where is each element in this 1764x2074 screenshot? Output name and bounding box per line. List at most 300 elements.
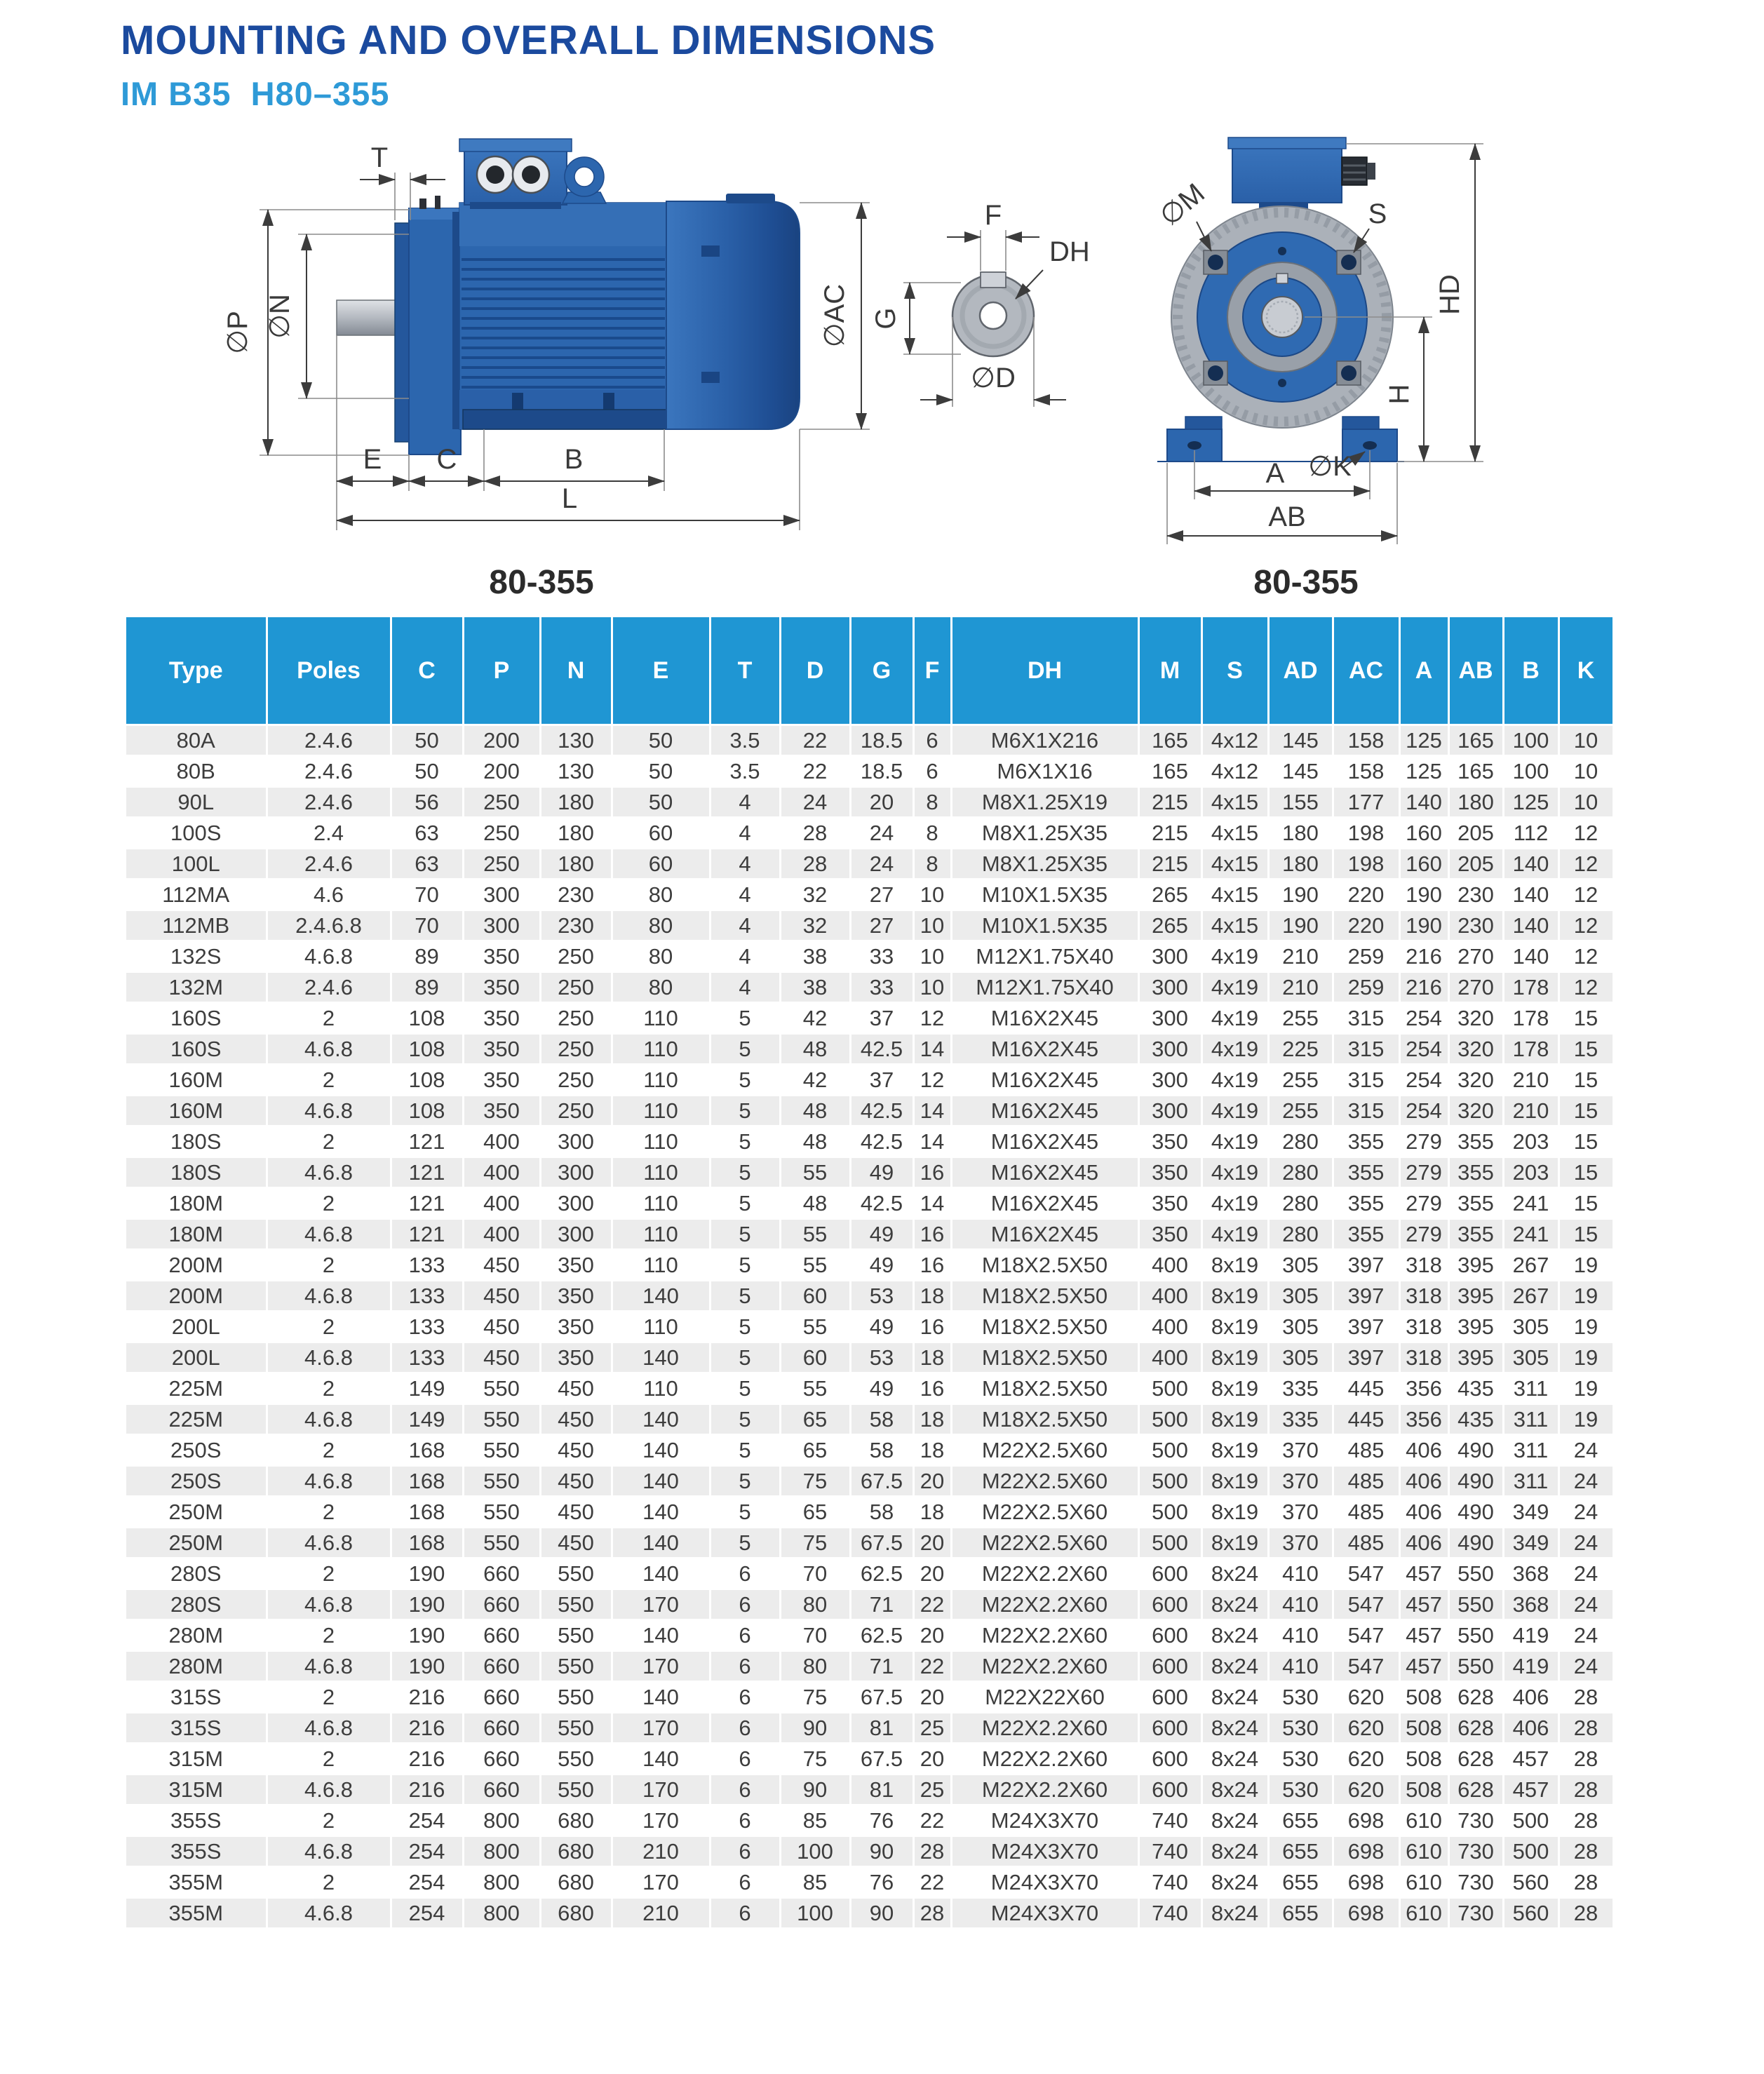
- cell-m: 400: [1138, 1342, 1201, 1373]
- cell-e: 110: [612, 1157, 710, 1188]
- cell-s: 4x15: [1201, 880, 1268, 910]
- cell-poles: 4.6.8: [267, 1157, 391, 1188]
- cell-n: 230: [540, 910, 612, 941]
- cell-ab: 730: [1448, 1805, 1503, 1836]
- cell-type: 160S: [126, 1003, 267, 1034]
- cell-ab: 730: [1448, 1867, 1503, 1898]
- cell-ad: 280: [1268, 1219, 1333, 1250]
- cell-type: 280S: [126, 1558, 267, 1589]
- cell-b: 368: [1503, 1558, 1558, 1589]
- cell-s: 8x19: [1201, 1312, 1268, 1342]
- cell-poles: 4.6.8: [267, 941, 391, 972]
- cell-b: 100: [1503, 725, 1558, 756]
- cell-m: 500: [1138, 1497, 1201, 1528]
- cell-c: 216: [391, 1775, 463, 1805]
- cell-d: 38: [780, 941, 850, 972]
- cell-n: 350: [540, 1281, 612, 1312]
- cell-ab: 270: [1448, 972, 1503, 1003]
- shaft-end: [1262, 297, 1302, 337]
- cell-p: 660: [463, 1744, 540, 1775]
- cell-dh: M18X2.5X50: [951, 1250, 1138, 1281]
- cell-dh: M12X1.75X40: [951, 941, 1138, 972]
- cell-a: 279: [1399, 1188, 1448, 1219]
- cell-d: 55: [780, 1250, 850, 1281]
- cell-n: 550: [540, 1651, 612, 1682]
- cell-g: 67.5: [850, 1744, 913, 1775]
- cell-b: 311: [1503, 1435, 1558, 1466]
- cell-ab: 628: [1448, 1744, 1503, 1775]
- cell-p: 400: [463, 1126, 540, 1157]
- cell-g: 67.5: [850, 1682, 913, 1713]
- cell-ac: 620: [1333, 1682, 1399, 1713]
- cell-ac: 547: [1333, 1589, 1399, 1620]
- cell-poles: 4.6.8: [267, 1096, 391, 1126]
- cell-b: 406: [1503, 1713, 1558, 1744]
- cell-type: 180S: [126, 1157, 267, 1188]
- cell-k: 10: [1558, 787, 1613, 818]
- cell-p: 660: [463, 1651, 540, 1682]
- cell-poles: 4.6.8: [267, 1281, 391, 1312]
- cell-k: 19: [1558, 1404, 1613, 1435]
- cell-c: 121: [391, 1219, 463, 1250]
- cell-g: 24: [850, 849, 913, 880]
- cell-d: 48: [780, 1096, 850, 1126]
- cell-e: 170: [612, 1805, 710, 1836]
- cell-f: 18: [913, 1435, 951, 1466]
- table-row: [126, 1805, 1613, 1836]
- cell-n: 250: [540, 1065, 612, 1096]
- table-row: [126, 1497, 1613, 1528]
- cell-d: 80: [780, 1589, 850, 1620]
- cell-d: 28: [780, 849, 850, 880]
- cell-e: 140: [612, 1404, 710, 1435]
- cell-s: 4x19: [1201, 972, 1268, 1003]
- cell-p: 350: [463, 1096, 540, 1126]
- cell-f: 28: [913, 1836, 951, 1867]
- cell-k: 28: [1558, 1744, 1613, 1775]
- cell-poles: 2: [267, 1805, 391, 1836]
- cell-t: 5: [710, 1435, 780, 1466]
- cell-type: 280S: [126, 1589, 267, 1620]
- cell-f: 16: [913, 1219, 951, 1250]
- cell-a: 508: [1399, 1744, 1448, 1775]
- cell-g: 49: [850, 1373, 913, 1404]
- cell-ab: 490: [1448, 1528, 1503, 1558]
- cell-c: 254: [391, 1898, 463, 1929]
- cell-d: 48: [780, 1034, 850, 1065]
- cell-type: 180M: [126, 1219, 267, 1250]
- cell-poles: 4.6.8: [267, 1219, 391, 1250]
- cell-ad: 180: [1268, 818, 1333, 849]
- cell-k: 24: [1558, 1528, 1613, 1558]
- cell-k: 24: [1558, 1558, 1613, 1589]
- column-header-f: F: [913, 617, 951, 725]
- cell-dh: M6X1X216: [951, 725, 1138, 756]
- cell-k: 24: [1558, 1620, 1613, 1651]
- cell-n: 300: [540, 1188, 612, 1219]
- cell-a: 457: [1399, 1558, 1448, 1589]
- cell-m: 740: [1138, 1836, 1201, 1867]
- cell-p: 660: [463, 1558, 540, 1589]
- cell-g: 49: [850, 1250, 913, 1281]
- cell-dh: M16X2X45: [951, 1034, 1138, 1065]
- cell-d: 90: [780, 1713, 850, 1744]
- cell-c: 108: [391, 1065, 463, 1096]
- table-row: [126, 1651, 1613, 1682]
- dim-label-H: H: [1384, 384, 1415, 405]
- cell-g: 76: [850, 1867, 913, 1898]
- cell-e: 110: [612, 1188, 710, 1219]
- cell-d: 32: [780, 910, 850, 941]
- cell-ac: 355: [1333, 1126, 1399, 1157]
- cell-d: 42: [780, 1003, 850, 1034]
- cell-e: 80: [612, 972, 710, 1003]
- cell-dh: M22X2.2X60: [951, 1775, 1138, 1805]
- cell-b: 267: [1503, 1281, 1558, 1312]
- column-header-ab: AB: [1448, 617, 1503, 725]
- cell-g: 58: [850, 1404, 913, 1435]
- cell-type: 315S: [126, 1682, 267, 1713]
- cell-b: 457: [1503, 1744, 1558, 1775]
- cell-s: 4x19: [1201, 1157, 1268, 1188]
- cell-ad: 255: [1268, 1065, 1333, 1096]
- cell-a: 406: [1399, 1528, 1448, 1558]
- cell-s: 8x19: [1201, 1281, 1268, 1312]
- cell-dh: M22X2.2X60: [951, 1651, 1138, 1682]
- cell-k: 15: [1558, 1065, 1613, 1096]
- cell-f: 18: [913, 1342, 951, 1373]
- cell-d: 55: [780, 1219, 850, 1250]
- side-view-drawing: [222, 139, 870, 530]
- table-row: [126, 1466, 1613, 1497]
- column-header-d: D: [780, 617, 850, 725]
- table-row: [126, 756, 1613, 787]
- cell-ac: 315: [1333, 1065, 1399, 1096]
- cell-e: 140: [612, 1744, 710, 1775]
- cell-f: 22: [913, 1805, 951, 1836]
- cell-g: 58: [850, 1497, 913, 1528]
- cell-t: 3.5: [710, 756, 780, 787]
- cell-k: 19: [1558, 1342, 1613, 1373]
- cell-m: 500: [1138, 1466, 1201, 1497]
- cell-g: 62.5: [850, 1620, 913, 1651]
- column-header-dh: DH: [951, 617, 1138, 725]
- cell-s: 8x24: [1201, 1775, 1268, 1805]
- cell-c: 133: [391, 1250, 463, 1281]
- cell-e: 80: [612, 880, 710, 910]
- cell-ad: 280: [1268, 1157, 1333, 1188]
- cell-g: 27: [850, 910, 913, 941]
- cell-ab: 355: [1448, 1188, 1503, 1219]
- cell-m: 165: [1138, 756, 1201, 787]
- cell-t: 6: [710, 1867, 780, 1898]
- cell-a: 457: [1399, 1589, 1448, 1620]
- cell-a: 356: [1399, 1373, 1448, 1404]
- cell-ab: 355: [1448, 1157, 1503, 1188]
- cell-n: 250: [540, 941, 612, 972]
- cell-m: 265: [1138, 910, 1201, 941]
- cell-poles: 2: [267, 1497, 391, 1528]
- cell-ac: 315: [1333, 1003, 1399, 1034]
- cell-ac: 158: [1333, 725, 1399, 756]
- cell-ab: 628: [1448, 1775, 1503, 1805]
- cell-ad: 655: [1268, 1836, 1333, 1867]
- cell-a: 125: [1399, 725, 1448, 756]
- cell-a: 279: [1399, 1126, 1448, 1157]
- cell-poles: 2: [267, 1065, 391, 1096]
- left-drawing-caption: 80-355: [489, 564, 594, 601]
- cell-f: 22: [913, 1867, 951, 1898]
- cell-ab: 730: [1448, 1836, 1503, 1867]
- cell-a: 610: [1399, 1805, 1448, 1836]
- cell-s: 8x24: [1201, 1682, 1268, 1713]
- table-row: [126, 1620, 1613, 1651]
- cell-t: 4: [710, 880, 780, 910]
- cell-p: 200: [463, 756, 540, 787]
- cell-f: 18: [913, 1497, 951, 1528]
- cell-ac: 198: [1333, 849, 1399, 880]
- cell-k: 24: [1558, 1435, 1613, 1466]
- cell-a: 318: [1399, 1342, 1448, 1373]
- cell-ac: 315: [1333, 1096, 1399, 1126]
- cell-poles: 4.6.8: [267, 1713, 391, 1744]
- cell-dh: M16X2X45: [951, 1219, 1138, 1250]
- cell-type: 112MB: [126, 910, 267, 941]
- cell-s: 8x24: [1201, 1558, 1268, 1589]
- dim-label-G: G: [870, 307, 901, 330]
- lifting-eye-icon: [563, 157, 606, 203]
- table-row: [126, 1867, 1613, 1898]
- cell-c: 168: [391, 1466, 463, 1497]
- cell-d: 38: [780, 972, 850, 1003]
- cell-b: 311: [1503, 1404, 1558, 1435]
- cell-p: 800: [463, 1805, 540, 1836]
- cell-ad: 410: [1268, 1620, 1333, 1651]
- table-row: [126, 880, 1613, 910]
- cell-s: 8x19: [1201, 1528, 1268, 1558]
- column-header-m: M: [1138, 617, 1201, 725]
- cell-n: 450: [540, 1373, 612, 1404]
- cell-d: 90: [780, 1775, 850, 1805]
- cell-s: 4x19: [1201, 1034, 1268, 1065]
- cell-s: 4x15: [1201, 818, 1268, 849]
- cell-a: 279: [1399, 1157, 1448, 1188]
- cell-m: 400: [1138, 1281, 1201, 1312]
- cell-ab: 165: [1448, 725, 1503, 756]
- cell-a: 318: [1399, 1250, 1448, 1281]
- cell-t: 5: [710, 1466, 780, 1497]
- cell-s: 4x19: [1201, 941, 1268, 972]
- cell-p: 450: [463, 1342, 540, 1373]
- cell-p: 200: [463, 725, 540, 756]
- table-row: [126, 818, 1613, 849]
- cell-b: 457: [1503, 1775, 1558, 1805]
- cell-c: 149: [391, 1404, 463, 1435]
- cell-f: 12: [913, 1065, 951, 1096]
- cell-g: 81: [850, 1713, 913, 1744]
- cell-k: 10: [1558, 756, 1613, 787]
- cell-c: 190: [391, 1620, 463, 1651]
- cell-poles: 2: [267, 1126, 391, 1157]
- cell-ad: 530: [1268, 1744, 1333, 1775]
- cell-ad: 305: [1268, 1250, 1333, 1281]
- cell-g: 42.5: [850, 1034, 913, 1065]
- cell-k: 15: [1558, 1034, 1613, 1065]
- cell-e: 170: [612, 1589, 710, 1620]
- cell-c: 63: [391, 818, 463, 849]
- cell-c: 216: [391, 1744, 463, 1775]
- cell-p: 400: [463, 1188, 540, 1219]
- cell-poles: 4.6.8: [267, 1404, 391, 1435]
- cell-f: 10: [913, 910, 951, 941]
- cell-g: 18.5: [850, 725, 913, 756]
- cell-ab: 320: [1448, 1003, 1503, 1034]
- cell-ac: 485: [1333, 1497, 1399, 1528]
- cell-ab: 230: [1448, 910, 1503, 941]
- table-row: [126, 1157, 1613, 1188]
- table-row: [126, 1250, 1613, 1281]
- cell-b: 203: [1503, 1157, 1558, 1188]
- cell-e: 140: [612, 1528, 710, 1558]
- cell-g: 76: [850, 1805, 913, 1836]
- cell-a: 457: [1399, 1651, 1448, 1682]
- cell-ac: 355: [1333, 1188, 1399, 1219]
- cell-ab: 550: [1448, 1620, 1503, 1651]
- dim-label-AB: AB: [1268, 501, 1306, 532]
- cell-c: 89: [391, 972, 463, 1003]
- cell-p: 800: [463, 1867, 540, 1898]
- cell-c: 133: [391, 1281, 463, 1312]
- dim-label-AC: ∅AC: [819, 283, 850, 348]
- cell-k: 28: [1558, 1867, 1613, 1898]
- cell-d: 60: [780, 1281, 850, 1312]
- cell-poles: 2: [267, 1682, 391, 1713]
- cell-a: 457: [1399, 1620, 1448, 1651]
- dim-label-A: A: [1265, 458, 1285, 489]
- cell-f: 20: [913, 1466, 951, 1497]
- cell-f: 18: [913, 1404, 951, 1435]
- cell-dh: M18X2.5X50: [951, 1373, 1138, 1404]
- cell-c: 168: [391, 1528, 463, 1558]
- dim-label-S: S: [1368, 198, 1387, 229]
- cell-t: 4: [710, 941, 780, 972]
- cell-n: 350: [540, 1342, 612, 1373]
- terminal-box-front: [1232, 144, 1342, 203]
- cell-c: 121: [391, 1126, 463, 1157]
- cell-t: 6: [710, 1558, 780, 1589]
- cell-ac: 259: [1333, 972, 1399, 1003]
- cell-n: 250: [540, 1034, 612, 1065]
- cell-poles: 2: [267, 1312, 391, 1342]
- cell-b: 311: [1503, 1373, 1558, 1404]
- cell-ac: 177: [1333, 787, 1399, 818]
- table-row: [126, 1404, 1613, 1435]
- cell-t: 4: [710, 910, 780, 941]
- cell-ac: 397: [1333, 1342, 1399, 1373]
- cell-m: 300: [1138, 972, 1201, 1003]
- cell-g: 58: [850, 1435, 913, 1466]
- dim-label-B: B: [564, 444, 584, 475]
- column-header-p: P: [463, 617, 540, 725]
- cell-t: 5: [710, 1003, 780, 1034]
- cell-n: 550: [540, 1682, 612, 1713]
- cell-m: 740: [1138, 1867, 1201, 1898]
- cell-n: 180: [540, 818, 612, 849]
- table-row: [126, 1096, 1613, 1126]
- cell-f: 22: [913, 1589, 951, 1620]
- cell-d: 75: [780, 1528, 850, 1558]
- cell-m: 600: [1138, 1558, 1201, 1589]
- cell-e: 140: [612, 1342, 710, 1373]
- cell-s: 8x24: [1201, 1620, 1268, 1651]
- cell-n: 250: [540, 1096, 612, 1126]
- cell-type: 160M: [126, 1096, 267, 1126]
- cell-n: 450: [540, 1404, 612, 1435]
- cell-type: 225M: [126, 1404, 267, 1435]
- cell-n: 250: [540, 1003, 612, 1034]
- cell-ac: 355: [1333, 1157, 1399, 1188]
- cell-ac: 198: [1333, 818, 1399, 849]
- cell-ad: 530: [1268, 1682, 1333, 1713]
- cell-type: 250M: [126, 1528, 267, 1558]
- cell-b: 203: [1503, 1126, 1558, 1157]
- cell-m: 500: [1138, 1528, 1201, 1558]
- cell-g: 42.5: [850, 1188, 913, 1219]
- cell-b: 500: [1503, 1836, 1558, 1867]
- cell-t: 5: [710, 1034, 780, 1065]
- cell-n: 680: [540, 1898, 612, 1929]
- cell-p: 350: [463, 972, 540, 1003]
- cell-type: 355M: [126, 1898, 267, 1929]
- cell-s: 4x15: [1201, 849, 1268, 880]
- cell-e: 50: [612, 787, 710, 818]
- cell-g: 49: [850, 1219, 913, 1250]
- cell-g: 53: [850, 1342, 913, 1373]
- cell-ab: 270: [1448, 941, 1503, 972]
- cell-t: 5: [710, 1096, 780, 1126]
- table-row: [126, 1558, 1613, 1589]
- column-header-b: B: [1503, 617, 1558, 725]
- cell-f: 25: [913, 1775, 951, 1805]
- shaft-section-drawing: [870, 200, 1090, 407]
- table-row: [126, 1312, 1613, 1342]
- dim-label-L: L: [561, 483, 578, 514]
- cell-m: 300: [1138, 1096, 1201, 1126]
- table-row: [126, 1744, 1613, 1775]
- cell-f: 6: [913, 725, 951, 756]
- column-header-poles: Poles: [267, 617, 391, 725]
- cell-poles: 2.4.6: [267, 756, 391, 787]
- cell-k: 12: [1558, 880, 1613, 910]
- cell-d: 28: [780, 818, 850, 849]
- cell-k: 24: [1558, 1651, 1613, 1682]
- cell-ac: 485: [1333, 1528, 1399, 1558]
- table-row: [126, 1065, 1613, 1096]
- cell-ab: 320: [1448, 1034, 1503, 1065]
- cell-s: 8x19: [1201, 1342, 1268, 1373]
- cell-f: 10: [913, 880, 951, 910]
- dim-label-F: F: [984, 200, 1002, 231]
- cell-d: 48: [780, 1188, 850, 1219]
- cell-c: 190: [391, 1651, 463, 1682]
- cell-b: 500: [1503, 1805, 1558, 1836]
- cell-k: 24: [1558, 1589, 1613, 1620]
- cell-t: 5: [710, 1373, 780, 1404]
- cell-d: 75: [780, 1466, 850, 1497]
- cell-k: 28: [1558, 1775, 1613, 1805]
- cell-k: 12: [1558, 818, 1613, 849]
- cell-b: 178: [1503, 1003, 1558, 1034]
